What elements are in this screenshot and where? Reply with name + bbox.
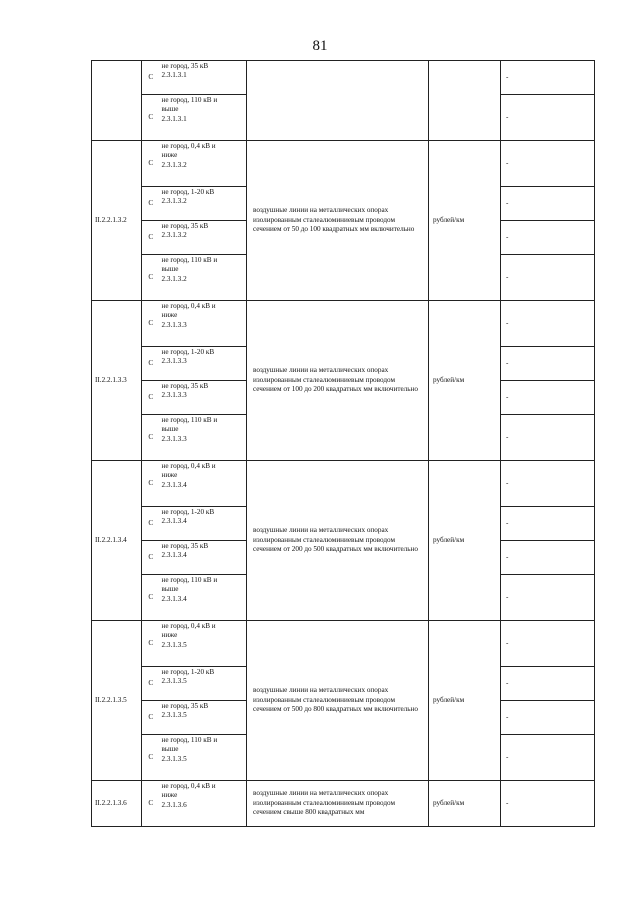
unit: рублей/км: [429, 621, 501, 781]
voltage-description: [160, 701, 247, 735]
category-letter: С: [142, 621, 160, 667]
description-line: ниже: [161, 471, 178, 480]
voltage-description: [160, 541, 247, 575]
category-letter: С: [142, 347, 160, 381]
description-line: выше: [161, 265, 179, 274]
rate-value: -: [501, 575, 595, 621]
description-line: 2.3.1.3.2: [161, 197, 187, 206]
description-line: 2.3.1.3.3: [161, 391, 187, 400]
rate-value: -: [501, 667, 595, 701]
voltage-description: [160, 301, 247, 347]
row-code: II.2.2.1.3.6: [92, 781, 142, 827]
unit: рублей/км: [429, 141, 501, 301]
voltage-description: [160, 667, 247, 701]
rate-value: -: [501, 95, 595, 141]
line-type-name: воздушные линии на металлических опорах изолированным сталеалюминиевым проводом сечением от 200 до 500 квадратных мм включительно: [247, 461, 429, 621]
description-line: не город, 1-20 кВ: [161, 348, 215, 356]
description-line: 2.3.1.3.5: [161, 754, 187, 763]
category-letter: С: [142, 575, 160, 621]
table-row: [92, 461, 595, 507]
line-type-name: воздушные линии на металлических опорах изолированным сталеалюминиевым проводом сечением свыше 800 квадратных мм: [247, 781, 429, 827]
voltage-description: [160, 461, 247, 507]
unit: [429, 61, 501, 141]
voltage-description: [160, 255, 247, 301]
rate-value: -: [501, 735, 595, 781]
category-letter: С: [142, 461, 160, 507]
category-letter: С: [142, 507, 160, 541]
rate-value: -: [501, 701, 595, 735]
voltage-description: [160, 381, 247, 415]
rate-value: -: [501, 141, 595, 187]
rate-value: -: [501, 187, 595, 221]
rate-value: -: [501, 461, 595, 507]
description-line: не город, 0,4 кВ и: [161, 302, 216, 310]
row-code: [92, 61, 142, 141]
description-line: не город, 35 кВ: [161, 382, 209, 390]
description-line: выше: [161, 105, 179, 114]
unit: рублей/км: [429, 301, 501, 461]
line-type-name: воздушные линии на металлических опорах изолированным сталеалюминиевым проводом сечением от 500 до 800 квадратных мм включительно: [247, 621, 429, 781]
voltage-description: [160, 735, 247, 781]
description-line: 2.3.1.3.4: [161, 480, 187, 489]
description-line: не город, 1-20 кВ: [161, 188, 215, 196]
description-line: 2.3.1.3.1: [161, 114, 187, 123]
rate-value: -: [501, 415, 595, 461]
description-line: не город, 0,4 кВ и: [161, 782, 216, 790]
description-line: не город, 1-20 кВ: [161, 508, 215, 516]
voltage-description: [160, 221, 247, 255]
tariff-table: [91, 60, 595, 827]
unit: рублей/км: [429, 461, 501, 621]
category-letter: С: [142, 781, 160, 827]
description-line: не город, 1-20 кВ: [161, 668, 215, 676]
unit: рублей/км: [429, 781, 501, 827]
rate-value: -: [501, 507, 595, 541]
rate-value: -: [501, 621, 595, 667]
category-letter: С: [142, 221, 160, 255]
row-code: II.2.2.1.3.3: [92, 301, 142, 461]
voltage-description: [160, 95, 247, 141]
table-row: [92, 61, 595, 95]
description-line: 2.3.1.3.1: [161, 71, 187, 80]
category-letter: С: [142, 255, 160, 301]
page-number: 81: [312, 38, 328, 54]
description-line: не город, 110 кВ и: [161, 576, 218, 584]
category-letter: С: [142, 141, 160, 187]
row-code: II.2.2.1.3.4: [92, 461, 142, 621]
description-line: ниже: [161, 631, 178, 640]
line-type-name: воздушные линии на металлических опорах изолированным сталеалюминиевым проводом сечением от 100 до 200 квадратных мм включительно: [247, 301, 429, 461]
description-line: не город, 0,4 кВ и: [161, 462, 216, 470]
description-line: не город, 35 кВ: [161, 542, 209, 550]
rate-value: -: [501, 347, 595, 381]
category-letter: С: [142, 95, 160, 141]
description-line: не город, 35 кВ: [161, 62, 209, 70]
category-letter: С: [142, 61, 160, 95]
category-letter: С: [142, 701, 160, 735]
description-line: 2.3.1.3.2: [161, 274, 187, 283]
description-line: не город, 35 кВ: [161, 222, 209, 230]
category-letter: С: [142, 187, 160, 221]
description-line: 2.3.1.3.2: [161, 160, 187, 169]
voltage-description: [160, 415, 247, 461]
voltage-description: [160, 781, 247, 827]
voltage-description: [160, 141, 247, 187]
description-line: не город, 110 кВ и: [161, 96, 218, 104]
description-line: не город, 35 кВ: [161, 702, 209, 710]
description-line: 2.3.1.3.3: [161, 357, 187, 366]
description-line: не город, 110 кВ и: [161, 736, 218, 744]
category-letter: С: [142, 735, 160, 781]
line-type-name: [247, 61, 429, 141]
description-line: 2.3.1.3.6: [161, 800, 187, 809]
rate-value: -: [501, 541, 595, 575]
voltage-description: [160, 61, 247, 95]
description-line: выше: [161, 585, 179, 594]
description-line: выше: [161, 425, 179, 434]
description-line: не город, 110 кВ и: [161, 256, 218, 264]
category-letter: С: [142, 667, 160, 701]
rate-value: -: [501, 221, 595, 255]
description-line: не город, 110 кВ и: [161, 416, 218, 424]
description-line: 2.3.1.3.3: [161, 434, 187, 443]
description-line: не город, 0,4 кВ и: [161, 622, 216, 630]
voltage-description: [160, 507, 247, 541]
description-line: 2.3.1.3.4: [161, 517, 187, 526]
voltage-description: [160, 347, 247, 381]
table-row: [92, 301, 595, 347]
rate-value: -: [501, 301, 595, 347]
category-letter: С: [142, 381, 160, 415]
table-row: [92, 781, 595, 827]
description-line: 2.3.1.3.2: [161, 231, 187, 240]
description-line: выше: [161, 745, 179, 754]
description-line: 2.3.1.3.4: [161, 594, 187, 603]
description-line: 2.3.1.3.4: [161, 551, 187, 560]
description-line: ниже: [161, 311, 178, 320]
table-row: [92, 621, 595, 667]
voltage-description: [160, 187, 247, 221]
description-line: 2.3.1.3.5: [161, 711, 187, 720]
description-line: ниже: [161, 791, 178, 800]
voltage-description: [160, 575, 247, 621]
description-line: 2.3.1.3.3: [161, 320, 187, 329]
rate-value: -: [501, 381, 595, 415]
rate-value: -: [501, 781, 595, 827]
description-line: 2.3.1.3.5: [161, 677, 187, 686]
row-code: II.2.2.1.3.2: [92, 141, 142, 301]
row-code: II.2.2.1.3.5: [92, 621, 142, 781]
category-letter: С: [142, 541, 160, 575]
description-line: 2.3.1.3.5: [161, 640, 187, 649]
rate-value: -: [501, 255, 595, 301]
description-line: ниже: [161, 151, 178, 160]
category-letter: С: [142, 301, 160, 347]
voltage-description: [160, 621, 247, 667]
description-line: не город, 0,4 кВ и: [161, 142, 216, 150]
line-type-name: воздушные линии на металлических опорах изолированным сталеалюминиевым проводом сечением от 50 до 100 квадратных мм включительно: [247, 141, 429, 301]
table-row: [92, 141, 595, 187]
rate-value: -: [501, 61, 595, 95]
category-letter: С: [142, 415, 160, 461]
